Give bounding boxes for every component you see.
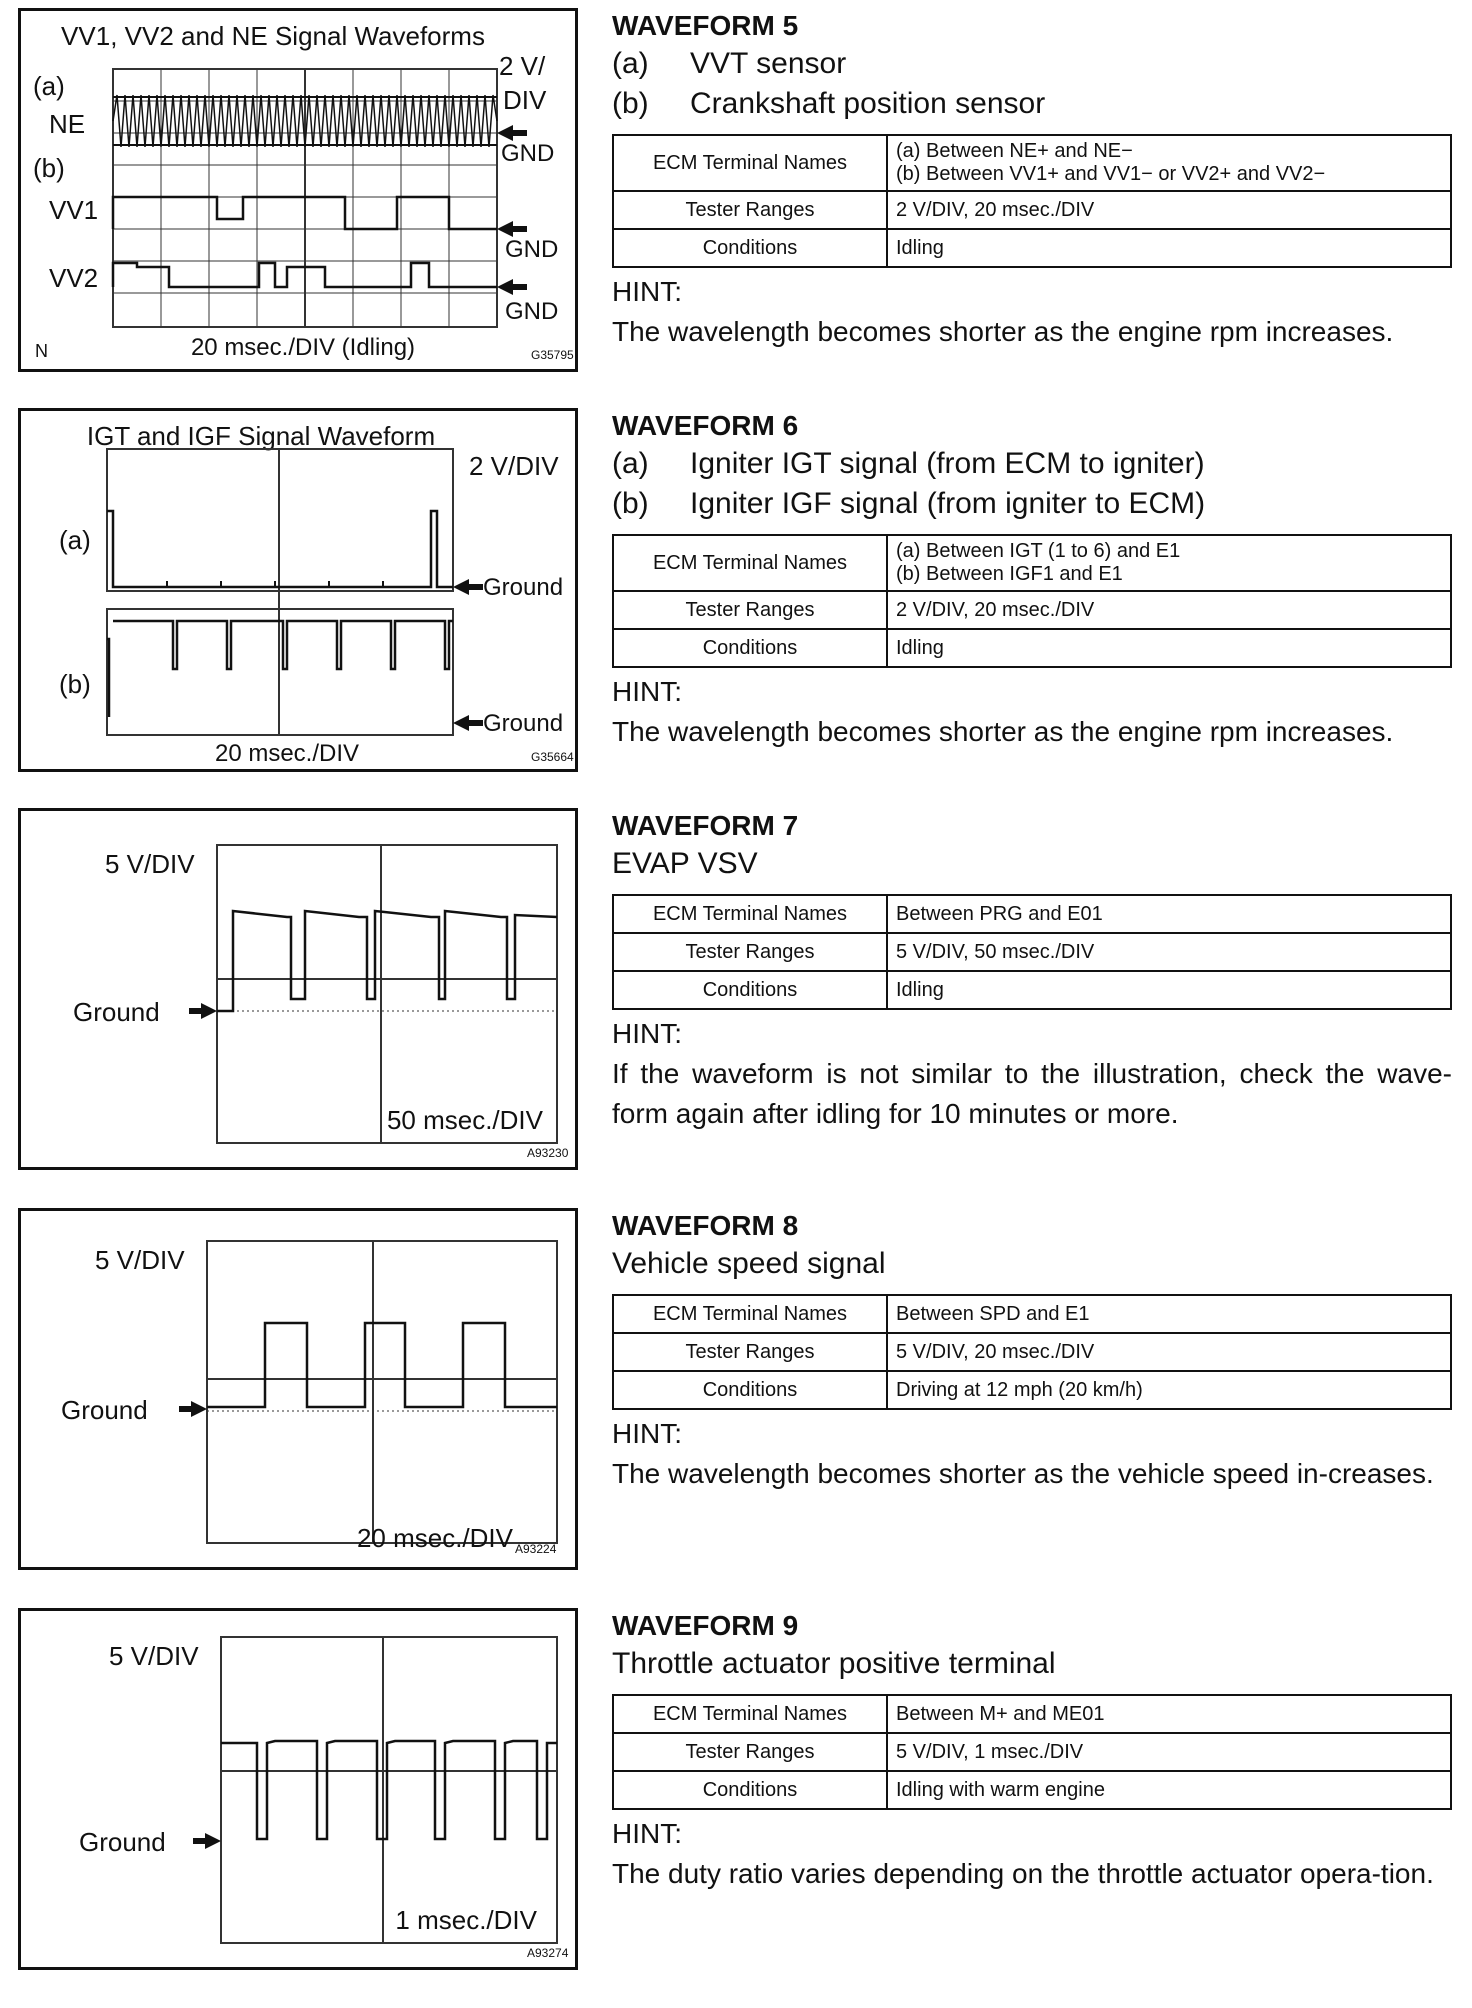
waveform-7-figure <box>18 808 578 1170</box>
waveform-9-item: Throttle actuator positive terminal <box>612 1647 1056 1680</box>
terminal-names-key: ECM Terminal Names <box>613 1295 887 1333</box>
item-label: (a) <box>612 47 649 80</box>
conditions-value: Idling with warm engine <box>887 1771 1451 1809</box>
tester-ranges-value: 5 V/DIV, 1 msec./DIV <box>887 1733 1451 1771</box>
fig5-scale-line1: 2 V/ <box>499 51 546 81</box>
waveform-6-section <box>0 408 1472 808</box>
waveform-8-details <box>612 1208 1452 1494</box>
fig8-timebase: 20 msec./DIV <box>356 1523 513 1553</box>
waveform-7-item: EVAP VSV <box>612 847 758 880</box>
tester-ranges-key: Tester Ranges <box>613 191 887 229</box>
waveform-7-oscilloscope <box>21 811 577 1169</box>
fig8-scale: 5 V/DIV <box>95 1245 185 1275</box>
waveform-9-hint: The duty ratio varies depending on the throttle actuator opera-tion. <box>612 1858 1434 1889</box>
waveform-8-item: Vehicle speed signal <box>612 1247 886 1280</box>
terminal-names-key: ECM Terminal Names <box>613 135 887 191</box>
fig8-ground: Ground <box>61 1395 148 1425</box>
fig6-ground-b: Ground <box>483 710 564 737</box>
fig7-code: A93230 <box>527 1146 569 1160</box>
fig6-label-a: (a) <box>59 525 91 555</box>
terminal-names-key: ECM Terminal Names <box>613 1695 887 1733</box>
fig5-label-a: (a) <box>33 71 65 101</box>
item-label: (a) <box>612 447 649 480</box>
fig6-title: IGT and IGF Signal Waveform <box>86 421 436 451</box>
waveform-9-section <box>0 1608 1472 2008</box>
tester-ranges-value: 5 V/DIV, 20 msec./DIV <box>887 1333 1451 1371</box>
conditions-key: Conditions <box>613 1771 887 1809</box>
tester-ranges-key: Tester Ranges <box>613 591 887 629</box>
terminal-line: (a) Between NE+ and NE− <box>896 140 1133 162</box>
waveform-5-item-b <box>612 84 1452 124</box>
waveform-8-oscilloscope <box>21 1211 577 1569</box>
fig7-timebase: 50 msec./DIV <box>386 1105 543 1135</box>
waveform-6-title: WAVEFORM 6 <box>612 410 799 441</box>
tester-ranges-value: 2 V/DIV, 20 msec./DIV <box>887 591 1451 629</box>
fig6-frames <box>107 449 453 735</box>
fig8-ground-arrow <box>179 1401 207 1417</box>
fig9-scale: 5 V/DIV <box>109 1641 199 1671</box>
waveform-5-item-a <box>612 44 1452 84</box>
waveform-9-hint-label: HINT: <box>612 1818 682 1849</box>
waveform-5-spec-table <box>612 134 1452 268</box>
fig7-evap-signal <box>217 911 557 1011</box>
terminal-names-value: Between SPD and E1 <box>887 1295 1451 1333</box>
waveform-8-title: WAVEFORM 8 <box>612 1210 799 1241</box>
fig6-code: G35664 <box>531 750 574 764</box>
waveform-9-oscilloscope <box>21 1611 577 1969</box>
fig5-timebase: 20 msec./DIV (Idling) <box>190 334 416 361</box>
conditions-key: Conditions <box>613 1371 887 1409</box>
fig7-scale: 5 V/DIV <box>105 849 195 879</box>
waveform-9-details <box>612 1608 1452 1894</box>
waveform-5-hint: The wavelength becomes shorter as the engine rpm increases. <box>612 316 1394 347</box>
fig5-code: G35795 <box>531 348 574 362</box>
tester-ranges-key: Tester Ranges <box>613 1733 887 1771</box>
waveform-7-hint: If the waveform is not similar to the illustration, check the wave-form again after idling for 10 minutes or more. <box>612 1058 1452 1129</box>
waveform-8-hint: The wavelength becomes shorter as the vehicle speed in-creases. <box>612 1458 1434 1489</box>
terminal-names-value: Between PRG and E01 <box>887 895 1451 933</box>
waveform-8-spec-table <box>612 1294 1452 1410</box>
waveform-6-hint: The wavelength becomes shorter as the engine rpm increases. <box>612 716 1394 747</box>
fig9-grid <box>221 1637 557 1943</box>
tester-ranges-key: Tester Ranges <box>613 933 887 971</box>
fig5-label-vv1: VV1 <box>49 195 99 225</box>
terminal-names-value <box>887 535 1451 591</box>
waveform-8-section <box>0 1208 1472 1608</box>
waveform-6-details <box>612 408 1452 752</box>
fig5-label-b: (b) <box>33 153 65 183</box>
terminal-names-value: Between M+ and ME01 <box>887 1695 1451 1733</box>
fig5-label-ne: NE <box>49 109 86 139</box>
waveform-8-figure <box>18 1208 578 1570</box>
terminal-line: (b) Between VV1+ and VV1− or VV2+ and VV2− <box>896 163 1326 185</box>
conditions-value: Driving at 12 mph (20 km/h) <box>887 1371 1451 1409</box>
fig9-code: A93274 <box>527 1946 569 1960</box>
waveform-6-item-a <box>612 444 1452 484</box>
conditions-value: Idling <box>887 229 1451 267</box>
conditions-value: Idling <box>887 629 1451 667</box>
waveform-9-figure <box>18 1608 578 1970</box>
fig6-timebase: 20 msec./DIV <box>214 740 360 767</box>
waveform-6-hint-label: HINT: <box>612 676 682 707</box>
fig9-ground: Ground <box>79 1827 166 1857</box>
item-label: (b) <box>612 87 649 120</box>
waveform-8-hint-label: HINT: <box>612 1418 682 1449</box>
conditions-key: Conditions <box>613 229 887 267</box>
waveform-5-section <box>0 8 1472 408</box>
terminal-line: (b) Between IGF1 and E1 <box>896 563 1123 585</box>
waveform-5-title: WAVEFORM 5 <box>612 10 799 41</box>
item-label: (b) <box>612 487 649 520</box>
waveform-9-title: WAVEFORM 9 <box>612 1610 799 1641</box>
item-text: Igniter IGF signal (from igniter to ECM) <box>690 487 1206 520</box>
fig8-speed-signal <box>207 1323 557 1407</box>
fig6-ground-arrows <box>453 579 483 731</box>
fig5-gnd-vv2: GND <box>505 298 559 325</box>
waveform-6-item-b <box>612 484 1452 524</box>
item-text: VVT sensor <box>690 47 847 80</box>
item-text: Igniter IGT signal (from ECM to igniter) <box>690 447 1205 480</box>
fig7-ground: Ground <box>73 997 160 1027</box>
fig6-scale: 2 V/DIV <box>469 451 559 481</box>
conditions-key: Conditions <box>613 971 887 1009</box>
waveform-7-hint-label: HINT: <box>612 1018 682 1049</box>
tester-ranges-value: 5 V/DIV, 50 msec./DIV <box>887 933 1451 971</box>
waveform-6-oscilloscope <box>21 411 577 771</box>
waveform-5-oscilloscope <box>21 11 577 371</box>
fig9-timebase: 1 msec./DIV <box>395 1905 537 1935</box>
fig9-ground-arrow <box>193 1833 221 1849</box>
terminal-names-key: ECM Terminal Names <box>613 535 887 591</box>
fig5-gnd-vv1: GND <box>505 236 559 263</box>
item-text: Crankshaft position sensor <box>690 87 1046 120</box>
fig5-title: VV1, VV2 and NE Signal Waveforms <box>61 21 485 51</box>
waveform-5-figure <box>18 8 578 372</box>
tester-ranges-value: 2 V/DIV, 20 msec./DIV <box>887 191 1451 229</box>
conditions-key: Conditions <box>613 629 887 667</box>
terminal-names-key: ECM Terminal Names <box>613 895 887 933</box>
waveform-7-details <box>612 808 1452 1134</box>
conditions-value: Idling <box>887 971 1451 1009</box>
waveform-7-section <box>0 808 1472 1208</box>
waveform-6-figure <box>18 408 578 772</box>
tester-ranges-key: Tester Ranges <box>613 1333 887 1371</box>
waveform-7-spec-table <box>612 894 1452 1010</box>
waveform-7-title: WAVEFORM 7 <box>612 810 799 841</box>
waveform-5-details <box>612 8 1452 352</box>
waveform-6-spec-table <box>612 534 1452 668</box>
waveform-9-spec-table <box>612 1694 1452 1810</box>
fig5-scale-line2: DIV <box>503 85 547 115</box>
fig5-corner-label: N <box>35 341 48 361</box>
fig7-ground-arrow <box>189 1003 217 1019</box>
fig5-label-vv2: VV2 <box>49 263 99 293</box>
fig6-ground-a: Ground <box>483 574 564 601</box>
fig8-code: A93224 <box>515 1542 557 1556</box>
fig9-throttle-signal <box>221 1741 557 1839</box>
terminal-names-value <box>887 135 1451 191</box>
terminal-line: (a) Between IGT (1 to 6) and E1 <box>896 540 1181 562</box>
fig5-gnd-ne: GND <box>501 140 555 167</box>
waveform-5-hint-label: HINT: <box>612 276 682 307</box>
fig6-label-b: (b) <box>59 669 91 699</box>
